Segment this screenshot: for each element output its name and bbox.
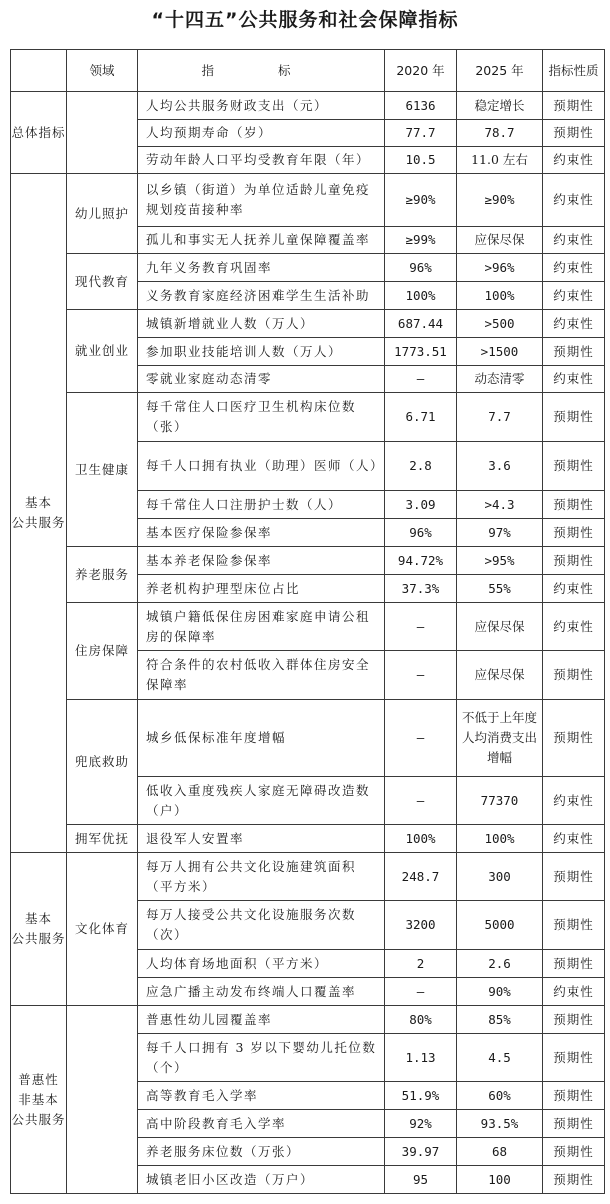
- nature-cell: 预期性: [543, 1034, 605, 1082]
- value-2020-cell: 92%: [385, 1110, 457, 1138]
- indicator-cell: 人均体育场地面积（平方米）: [138, 950, 385, 978]
- category-cell: [11, 92, 67, 174]
- table-row: [11, 310, 605, 338]
- value-2025-cell: 动态清零: [457, 366, 543, 393]
- indicator-cell: 人均预期寿命（岁）: [138, 120, 385, 147]
- indicator-cell: 义务教育家庭经济困难学生生活补助: [138, 282, 385, 310]
- value-2020-cell: 3200: [385, 901, 457, 950]
- category-cell: [11, 174, 67, 853]
- table-row: [11, 393, 605, 442]
- value-2020-cell: 10.5: [385, 147, 457, 174]
- header-2025: 2025 年: [457, 50, 543, 92]
- table-row: [11, 547, 605, 575]
- nature-cell: 约束性: [543, 174, 605, 227]
- value-2025-cell: 3.6: [457, 442, 543, 491]
- value-2020-cell: 100%: [385, 282, 457, 310]
- category-label-line: 总体指标: [11, 124, 66, 140]
- indicator-cell: 零就业家庭动态清零: [138, 366, 385, 393]
- indicator-cell: 劳动年龄人口平均受教育年限（年）: [138, 147, 385, 174]
- header-2020: 2020 年: [385, 50, 457, 92]
- indicator-cell: 每千人口拥有 3 岁以下婴幼儿托位数（个）: [138, 1034, 385, 1082]
- value-2020-cell: 51.9%: [385, 1082, 457, 1110]
- value-2020-cell: 96%: [385, 254, 457, 282]
- nature-cell: 约束性: [543, 254, 605, 282]
- header-indicator: 指 标: [138, 50, 385, 92]
- value-2020-cell: 80%: [385, 1006, 457, 1034]
- value-2020-cell: 687.44: [385, 310, 457, 338]
- value-2020-cell: 37.3%: [385, 575, 457, 603]
- value-2020-cell: 1.13: [385, 1034, 457, 1082]
- value-2020-cell: 77.7: [385, 120, 457, 147]
- value-2025-cell: >1500: [457, 338, 543, 366]
- value-2025-cell: 300: [457, 853, 543, 901]
- domain-cell: 就业创业: [67, 310, 138, 393]
- indicator-cell: 基本医疗保险参保率: [138, 519, 385, 547]
- category-label-line: 基本: [24, 911, 52, 926]
- value-2025-cell: 93.5%: [457, 1110, 543, 1138]
- indicator-cell: 九年义务教育巩固率: [138, 254, 385, 282]
- header-nature: 指标性质: [543, 50, 605, 92]
- domain-cell: 养老服务: [67, 547, 138, 603]
- nature-cell: 约束性: [543, 282, 605, 310]
- value-2025-cell: 5000: [457, 901, 543, 950]
- nature-cell: 约束性: [543, 366, 605, 393]
- category-label-line: 非基本: [18, 1091, 59, 1107]
- indicator-cell: 符合条件的农村低收入群体住房安全保障率: [138, 651, 385, 700]
- indicator-cell: 参加职业技能培训人数（万人）: [138, 338, 385, 366]
- indicator-cell: 以乡镇（街道）为单位适龄儿童免疫规划疫苗接种率: [138, 174, 385, 227]
- value-2025-cell: 78.7: [457, 120, 543, 147]
- domain-cell: 现代教育: [67, 254, 138, 310]
- indicator-cell: 城镇户籍低保住房困难家庭申请公租房的保障率: [138, 603, 385, 651]
- category-label-line: 基本: [24, 495, 52, 510]
- value-2025-cell: 7.7: [457, 393, 543, 442]
- value-2025-cell: ≥90%: [457, 174, 543, 227]
- value-2020-cell: —: [385, 366, 457, 393]
- nature-cell: 约束性: [543, 227, 605, 254]
- indicator-table: [10, 49, 605, 1194]
- value-2025-cell: 稳定增长: [457, 92, 543, 120]
- indicator-cell: 普惠性幼儿园覆盖率: [138, 1006, 385, 1034]
- table-row: [11, 92, 605, 120]
- value-2020-cell: 2.8: [385, 442, 457, 491]
- value-2025-cell: 55%: [457, 575, 543, 603]
- nature-cell: 预期性: [543, 1166, 605, 1194]
- value-2025-cell: 77370: [457, 777, 543, 825]
- value-2025-cell: 90%: [457, 978, 543, 1006]
- nature-cell: 预期性: [543, 547, 605, 575]
- nature-cell: 预期性: [543, 120, 605, 147]
- value-2025-cell: 11.0 左右: [457, 147, 543, 174]
- nature-cell: 预期性: [543, 1006, 605, 1034]
- value-2020-cell: 39.97: [385, 1138, 457, 1166]
- table-body: [11, 92, 605, 1194]
- nature-cell: 约束性: [543, 575, 605, 603]
- nature-cell: 预期性: [543, 491, 605, 519]
- value-2025-cell: >4.3: [457, 491, 543, 519]
- category-cell: [11, 1006, 67, 1194]
- domain-cell: 幼儿照护: [67, 174, 138, 254]
- category-label-line: 公共服务: [11, 931, 66, 946]
- domain-cell: [67, 92, 138, 174]
- indicator-cell: 低收入重度残疾人家庭无障碍改造数（户）: [138, 777, 385, 825]
- value-2025-cell: 100%: [457, 825, 543, 853]
- indicator-cell: 城乡低保标准年度增幅: [138, 700, 385, 777]
- nature-cell: 预期性: [543, 901, 605, 950]
- category-label-line: 公共服务: [11, 1111, 66, 1127]
- indicator-cell: 人均公共服务财政支出（元）: [138, 92, 385, 120]
- nature-cell: 预期性: [543, 442, 605, 491]
- header-category: [11, 50, 67, 92]
- indicator-cell: 每万人拥有公共文化设施建筑面积（平方米）: [138, 853, 385, 901]
- nature-cell: 预期性: [543, 393, 605, 442]
- domain-cell: 文化体育: [67, 853, 138, 1006]
- indicator-cell: 高中阶段教育毛入学率: [138, 1110, 385, 1138]
- table-header-row: [11, 50, 605, 92]
- indicator-cell: 孤儿和事实无人抚养儿童保障覆盖率: [138, 227, 385, 254]
- table-row: [11, 853, 605, 901]
- value-2025-cell: 应保尽保: [457, 603, 543, 651]
- header-domain: 领域: [67, 50, 138, 92]
- indicator-cell: 养老机构护理型床位占比: [138, 575, 385, 603]
- value-2025-cell: 4.5: [457, 1034, 543, 1082]
- nature-cell: 预期性: [543, 1082, 605, 1110]
- indicator-cell: 每万人接受公共文化设施服务次数（次）: [138, 901, 385, 950]
- indicator-cell: 基本养老保险参保率: [138, 547, 385, 575]
- value-2025-cell: 68: [457, 1138, 543, 1166]
- category-cell: [11, 853, 67, 1006]
- domain-cell: 卫生健康: [67, 393, 138, 547]
- table-row: [11, 1006, 605, 1034]
- value-2020-cell: 95: [385, 1166, 457, 1194]
- value-2025-cell: 应保尽保: [457, 651, 543, 700]
- value-2025-cell: >96%: [457, 254, 543, 282]
- nature-cell: 预期性: [543, 950, 605, 978]
- value-2025-cell: >95%: [457, 547, 543, 575]
- value-2020-cell: 2: [385, 950, 457, 978]
- indicator-cell: 城镇老旧小区改造（万户）: [138, 1166, 385, 1194]
- nature-cell: 预期性: [543, 519, 605, 547]
- nature-cell: 预期性: [543, 651, 605, 700]
- nature-cell: 约束性: [543, 310, 605, 338]
- nature-cell: 约束性: [543, 978, 605, 1006]
- domain-cell: 拥军优抚: [67, 825, 138, 853]
- nature-cell: 约束性: [543, 147, 605, 174]
- nature-cell: 约束性: [543, 825, 605, 853]
- indicator-cell: 城镇新增就业人数（万人）: [138, 310, 385, 338]
- indicator-cell: 高等教育毛入学率: [138, 1082, 385, 1110]
- value-2020-cell: ≥99%: [385, 227, 457, 254]
- value-2020-cell: —: [385, 777, 457, 825]
- category-label-line: 公共服务: [11, 515, 66, 530]
- value-2020-cell: 1773.51: [385, 338, 457, 366]
- value-2025-cell: >500: [457, 310, 543, 338]
- value-2025-cell: 2.6: [457, 950, 543, 978]
- indicator-cell: 每千常住人口注册护士数（人）: [138, 491, 385, 519]
- value-2020-cell: 96%: [385, 519, 457, 547]
- nature-cell: 预期性: [543, 92, 605, 120]
- value-2020-cell: 6136: [385, 92, 457, 120]
- indicator-cell: 每千常住人口医疗卫生机构床位数（张）: [138, 393, 385, 442]
- indicator-cell: 退役军人安置率: [138, 825, 385, 853]
- value-2020-cell: 248.7: [385, 853, 457, 901]
- value-2025-cell: 应保尽保: [457, 227, 543, 254]
- nature-cell: 约束性: [543, 603, 605, 651]
- domain-cell: 住房保障: [67, 603, 138, 700]
- table-row: [11, 174, 605, 227]
- value-2025-cell: 85%: [457, 1006, 543, 1034]
- table-row: [11, 603, 605, 651]
- table-row: [11, 700, 605, 777]
- value-2025-cell: 100%: [457, 282, 543, 310]
- domain-cell: [67, 1006, 138, 1194]
- value-2025-cell: 97%: [457, 519, 543, 547]
- value-2020-cell: 6.71: [385, 393, 457, 442]
- nature-cell: 预期性: [543, 1110, 605, 1138]
- category-label-line: 普惠性: [18, 1071, 59, 1087]
- nature-cell: 约束性: [543, 777, 605, 825]
- table-row: [11, 254, 605, 282]
- value-2025-cell: 60%: [457, 1082, 543, 1110]
- value-2020-cell: ≥90%: [385, 174, 457, 227]
- value-2025-cell: 不低于上年度人均消费支出增幅: [457, 700, 543, 777]
- indicator-cell: 养老服务床位数（万张）: [138, 1138, 385, 1166]
- value-2020-cell: —: [385, 700, 457, 777]
- value-2025-cell: 100: [457, 1166, 543, 1194]
- nature-cell: 预期性: [543, 338, 605, 366]
- value-2020-cell: 3.09: [385, 491, 457, 519]
- indicator-cell: 应急广播主动发布终端人口覆盖率: [138, 978, 385, 1006]
- value-2020-cell: —: [385, 978, 457, 1006]
- value-2020-cell: —: [385, 651, 457, 700]
- nature-cell: 预期性: [543, 1138, 605, 1166]
- value-2020-cell: 94.72%: [385, 547, 457, 575]
- table-row: [11, 825, 605, 853]
- value-2020-cell: 100%: [385, 825, 457, 853]
- nature-cell: 预期性: [543, 853, 605, 901]
- domain-cell: 兜底救助: [67, 700, 138, 825]
- indicator-cell: 每千人口拥有执业（助理）医师（人）: [138, 442, 385, 491]
- page-title: “十四五”公共服务和社会保障指标: [151, 9, 459, 31]
- value-2020-cell: —: [385, 603, 457, 651]
- nature-cell: 预期性: [543, 700, 605, 777]
